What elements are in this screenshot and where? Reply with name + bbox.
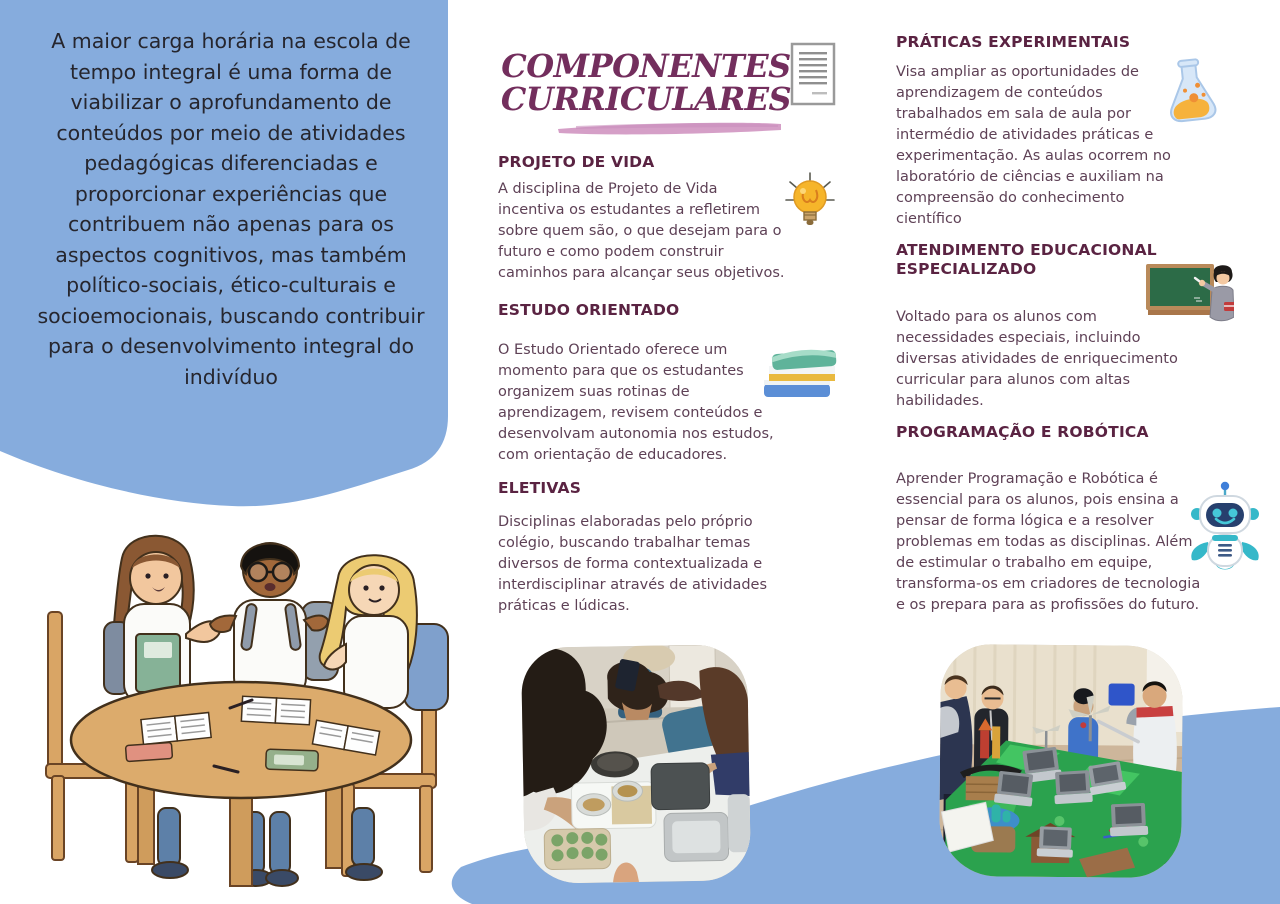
students-discussion-illustration (8, 512, 476, 904)
section-title-atendimento-especializado: ATENDIMENTO EDUCACIONAL ESPECIALIZADO (896, 241, 1157, 279)
flask-icon (1159, 53, 1224, 127)
section-title-programacao-robotica: PROGRAMAÇÃO E ROBÓTICA (896, 423, 1149, 441)
section-body-programacao-robotica: Aprender Programação e Robótica é essencial para os alunos, pois ensina a pensar de forma lógica e a resolver problemas em todas as disciplinas. Além de estimular o trabalho em equipe, transforma-os em criadores de tecnologia e os prepara para as profissões do futuro. (896, 471, 1201, 614)
teacher-blackboard-icon (1146, 260, 1234, 324)
section-body-estudo-orientado: O Estudo Orientado oferece um momento para que os estudantes organizem suas rotinas de aprendizagem, revisem conteúdos e desenvolvam autonomia nos estudos, com orientação de educadores. (498, 342, 774, 464)
title-line-1: COMPONENTES (501, 47, 791, 85)
title-underline-brush (556, 118, 784, 138)
brochure-title (500, 47, 792, 118)
intro-text: A maior carga horária na escola de tempo integral é uma forma de viabilizar o aprofundamento de conteúdos por meio de atividades pedagógicas diferenciadas e proporcionar experiências que contribuem não apenas para os aspectos cognitivos, mas também político-sociais, ético-culturais e socioemocionais, buscando contribuir para o desenvolvimento integral do indivíduo (37, 29, 425, 389)
section-title-eletivas: ELETIVAS (498, 479, 582, 497)
books-icon (760, 342, 840, 402)
section-body-eletivas: Disciplinas elaboradas pelo próprio colégio, buscando trabalhar temas diversos de forma contextualizada e interdisciplinar através de atividades práticas e lúdicas. (498, 514, 768, 615)
section-body-praticas-experimentais: Visa ampliar as oportunidades de aprendizagem de conteúdos trabalhados em sala de aula por intermédio de atividades práticas e experimentação. As aulas ocorrem no laboratório de ciências e auxiliam na compreensão do conhecimento científico (896, 64, 1171, 228)
hands-on-activity-photo (521, 644, 751, 884)
section-body-atendimento-especializado: Voltado para os alunos com necessidades especiais, incluindo diversas atividades de enriquecimento curricular para alunos com altas habilidades. (896, 309, 1178, 410)
section-title-projeto-de-vida: PROJETO DE VIDA (498, 153, 655, 171)
section-body-projeto-de-vida: A disciplina de Projeto de Vida incentiva os estudantes a refletirem sobre quem são, o que desejam para o futuro e como podem construir caminhos para alcançar seus objetivos. (498, 181, 785, 282)
section-title-praticas-experimentais: PRÁTICAS EXPERIMENTAIS (896, 33, 1131, 51)
section-title-estudo-orientado: ESTUDO ORIENTADO (498, 301, 680, 319)
document-icon (790, 42, 836, 106)
lightbulb-icon (780, 170, 840, 234)
title-line-2: CURRICULARES (500, 79, 792, 118)
robot-icon (1186, 480, 1264, 572)
robotics-exhibition-photo (939, 644, 1183, 878)
